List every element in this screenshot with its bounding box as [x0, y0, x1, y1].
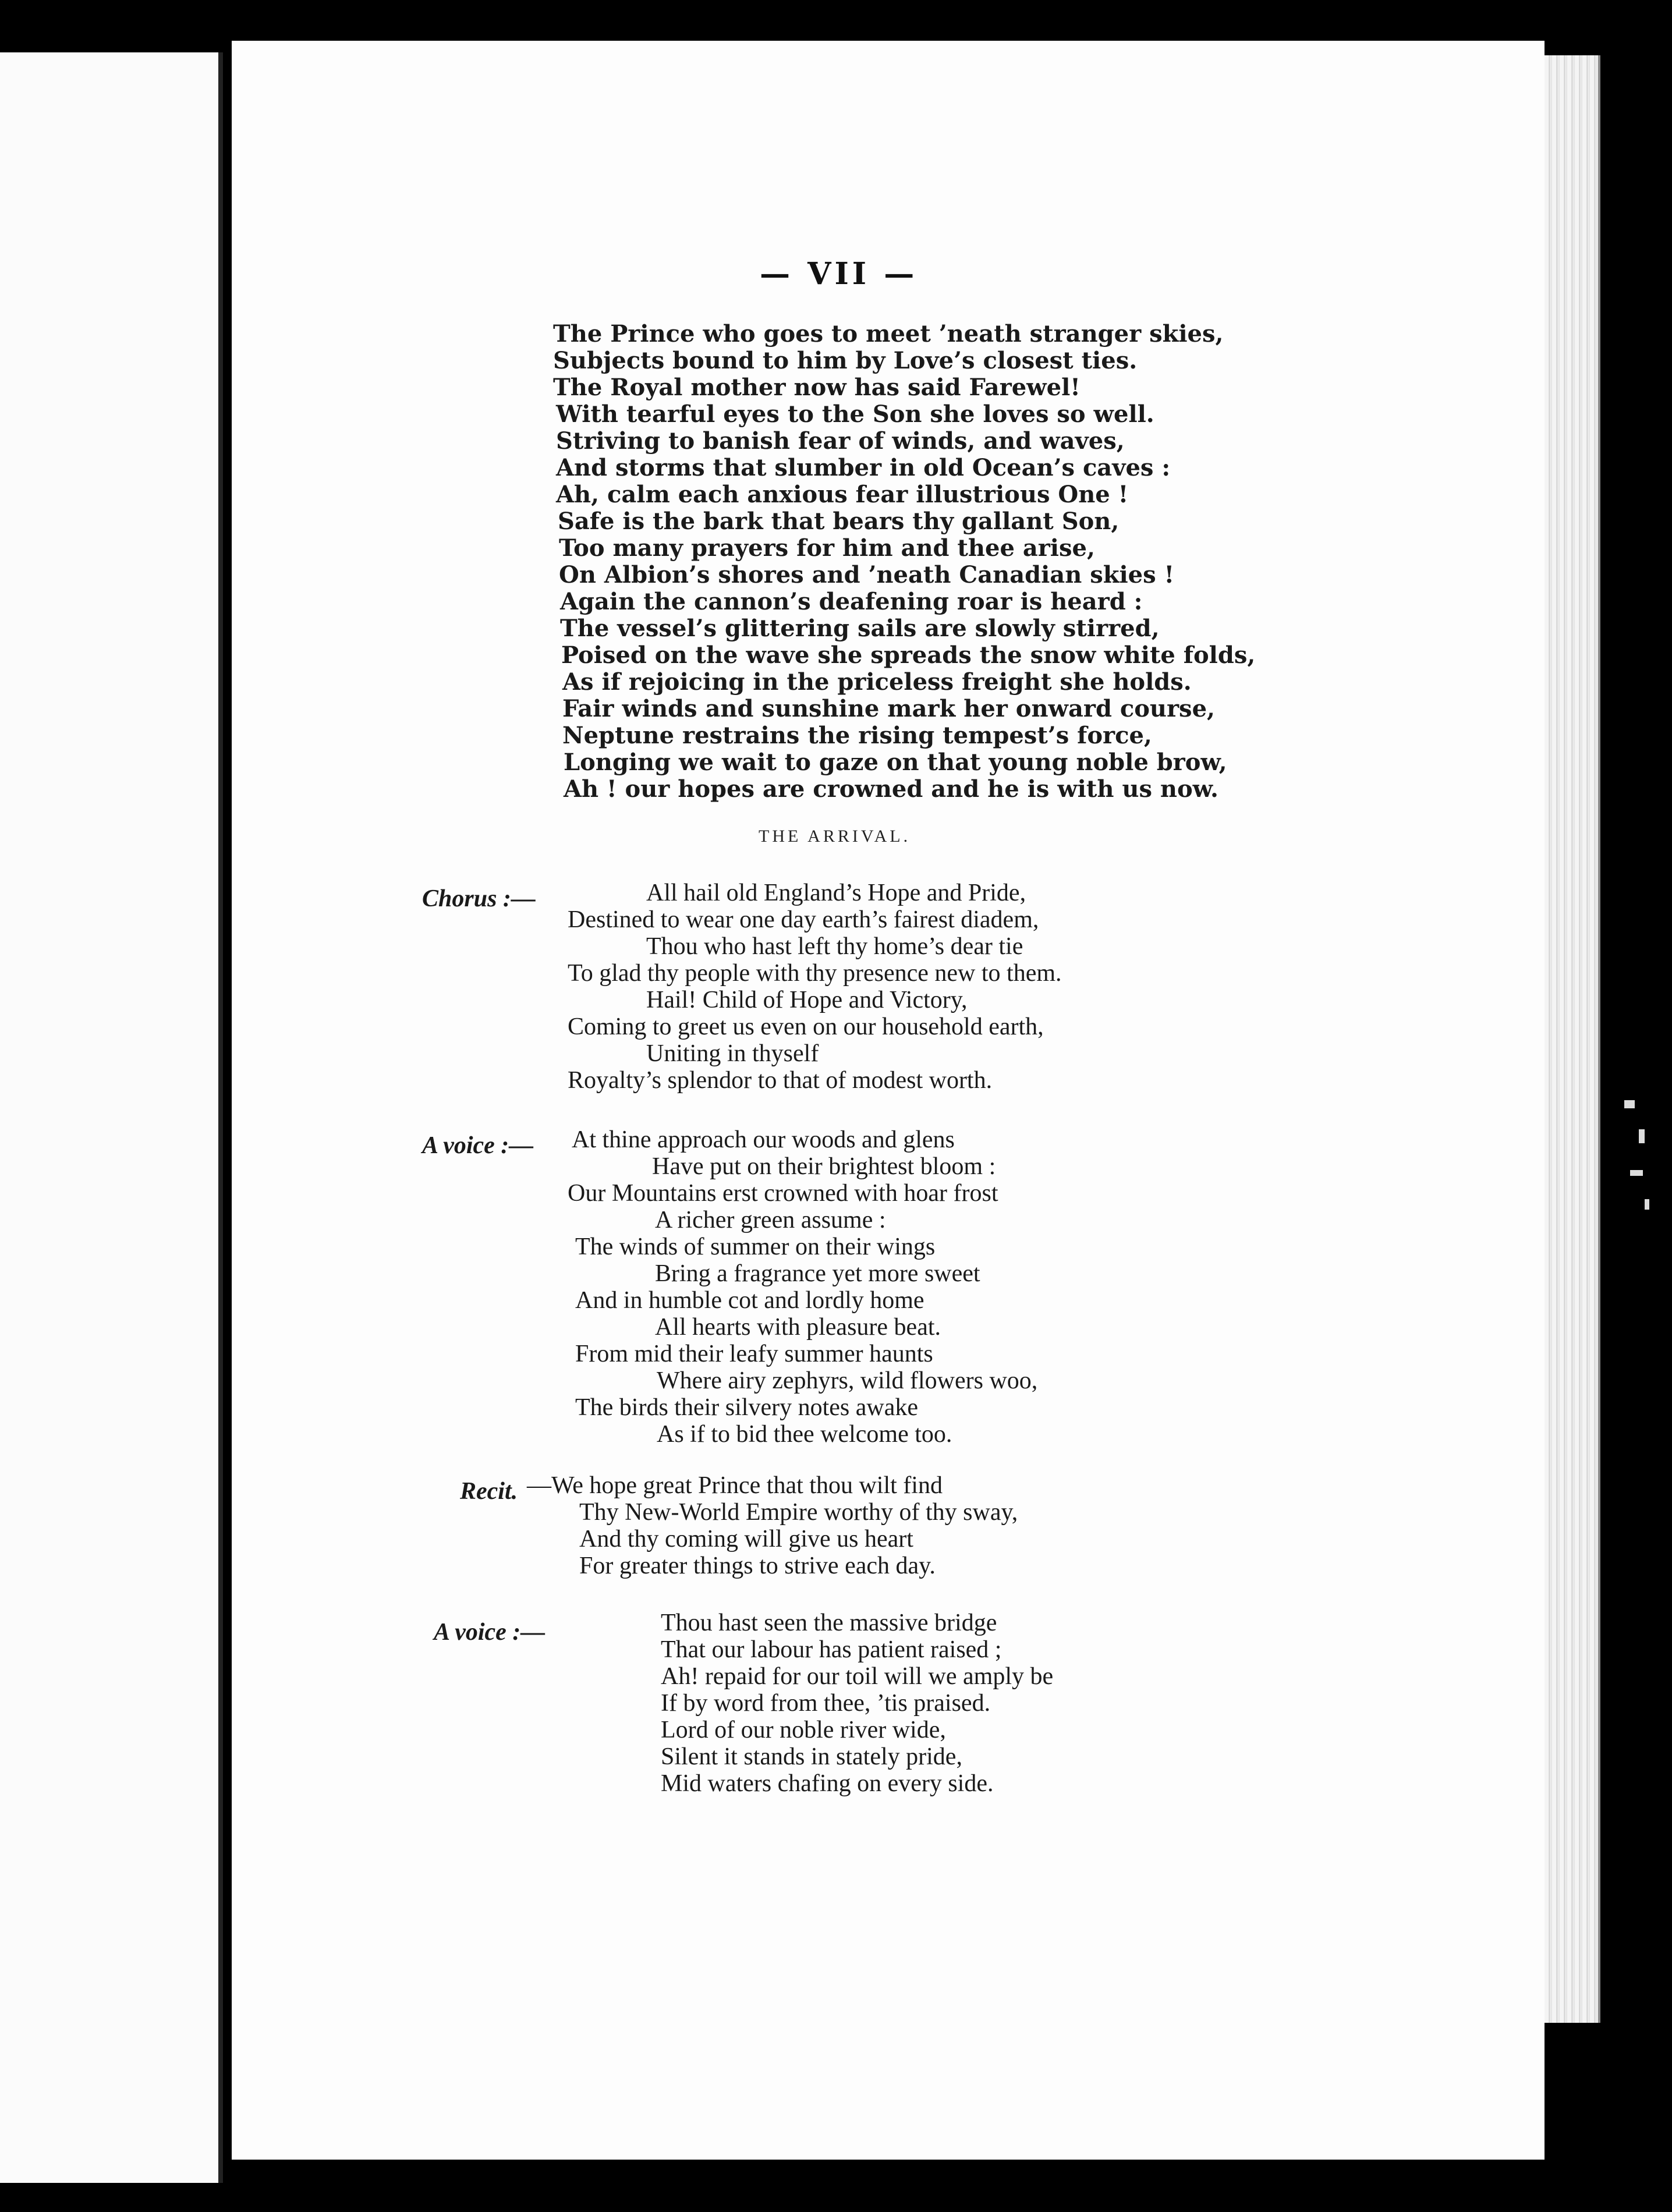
verse-line: With tearful eyes to the Son she loves so well.: [556, 400, 1154, 428]
verse-line: Thou who hast left thy home’s dear tie: [646, 933, 1023, 960]
verse-line: If by word from thee, ’tis praised.: [661, 1690, 991, 1717]
verse-line: Silent it stands in stately pride,: [661, 1743, 962, 1770]
left-facing-page: [0, 52, 223, 2183]
verse-line: Destined to wear one day earth’s fairest diadem,: [568, 906, 1039, 933]
verse-line: And storms that slumber in old Ocean’s caves :: [556, 454, 1171, 481]
verse-line: Have put on their brightest bloom :: [652, 1153, 996, 1180]
verse-line: Hail! Child of Hope and Victory,: [646, 987, 968, 1013]
verse-line: The birds their silvery notes awake: [575, 1394, 918, 1421]
verse-line: The Prince who goes to meet ’neath stranger skies,: [553, 320, 1224, 348]
verse-line: Bring a fragrance yet more sweet: [655, 1260, 980, 1287]
section-title: THE ARRIVAL.: [759, 827, 911, 846]
recit-label: Recit.: [460, 1478, 518, 1505]
verse-line: Striving to banish fear of winds, and waves,: [556, 427, 1125, 455]
verse-line: Subjects bound to him by Love’s closest ties.: [553, 347, 1138, 374]
verse-line: Ah! repaid for our toil will we amply be: [661, 1663, 1054, 1690]
verse-line: A richer green assume :: [655, 1207, 886, 1233]
margin-speck: [1624, 1100, 1635, 1108]
margin-speck: [1630, 1170, 1643, 1176]
verse-line: Where airy zephyrs, wild flowers woo,: [657, 1367, 1038, 1394]
verse-line: That our labour has patient raised ;: [661, 1636, 1002, 1663]
verse-line: Royalty’s splendor to that of modest worth.: [568, 1067, 993, 1094]
verse-line: Coming to greet us even on our household earth,: [568, 1013, 1044, 1040]
page-number: — VII —: [760, 256, 918, 292]
verse-line: All hail old England’s Hope and Pride,: [646, 880, 1026, 906]
verse-line: On Albion’s shores and ’neath Canadian skies !: [559, 561, 1175, 589]
verse-line: And in humble cot and lordly home: [575, 1287, 924, 1314]
verse-line: To glad thy people with thy presence new to them.: [568, 960, 1062, 987]
verse-line: At thine approach our woods and glens: [572, 1126, 955, 1153]
verse-line: Again the cannon’s deafening roar is heard :: [560, 588, 1143, 615]
voice-label: A voice :—: [422, 1132, 534, 1159]
verse-line: —We hope great Prince that thou wilt find: [527, 1472, 943, 1499]
verse-line: From mid their leafy summer haunts: [575, 1341, 933, 1367]
verse-line: The Royal mother now has said Farewel!: [553, 374, 1081, 401]
margin-speck: [1639, 1129, 1645, 1143]
verse-line: Ah, calm each anxious fear illustrious One !: [556, 481, 1129, 508]
verse-line: Uniting in thyself: [646, 1040, 819, 1067]
verse-line: Our Mountains erst crowned with hoar frost: [568, 1180, 998, 1207]
verse-line: As if to bid thee welcome too.: [657, 1421, 952, 1448]
page-edges: [1545, 55, 1600, 2023]
chorus-label: Chorus :—: [422, 885, 536, 912]
verse-line: Neptune restrains the rising tempest’s force,: [562, 722, 1152, 749]
verse-line: Thou hast seen the massive bridge: [661, 1610, 997, 1636]
verse-line: Longing we wait to gaze on that young noble brow,: [564, 749, 1227, 776]
verse-line: Fair winds and sunshine mark her onward course,: [562, 695, 1215, 722]
verse-line: All hearts with pleasure beat.: [655, 1314, 941, 1341]
verse-line: Too many prayers for him and thee arise,: [559, 534, 1095, 562]
verse-line: Poised on the wave she spreads the snow white folds,: [561, 641, 1256, 669]
verse-line: Safe is the bark that bears thy gallant Son,: [558, 508, 1120, 535]
voice-label: A voice :—: [434, 1619, 545, 1646]
verse-line: Mid waters chafing on every side.: [661, 1770, 994, 1797]
verse-line: And thy coming will give us heart: [579, 1526, 913, 1552]
verse-line: The vessel’s glittering sails are slowly stirred,: [560, 615, 1160, 642]
verse-line: As if rejoicing in the priceless freight she holds.: [562, 668, 1192, 696]
verse-line: For greater things to strive each day.: [579, 1552, 936, 1579]
verse-line: The winds of summer on their wings: [575, 1233, 936, 1260]
verse-line: Thy New-World Empire worthy of thy sway,: [579, 1499, 1018, 1526]
verse-line: Ah ! our hopes are crowned and he is with us now.: [564, 775, 1218, 803]
verse-line: Lord of our noble river wide,: [661, 1717, 946, 1743]
margin-speck: [1645, 1199, 1649, 1210]
